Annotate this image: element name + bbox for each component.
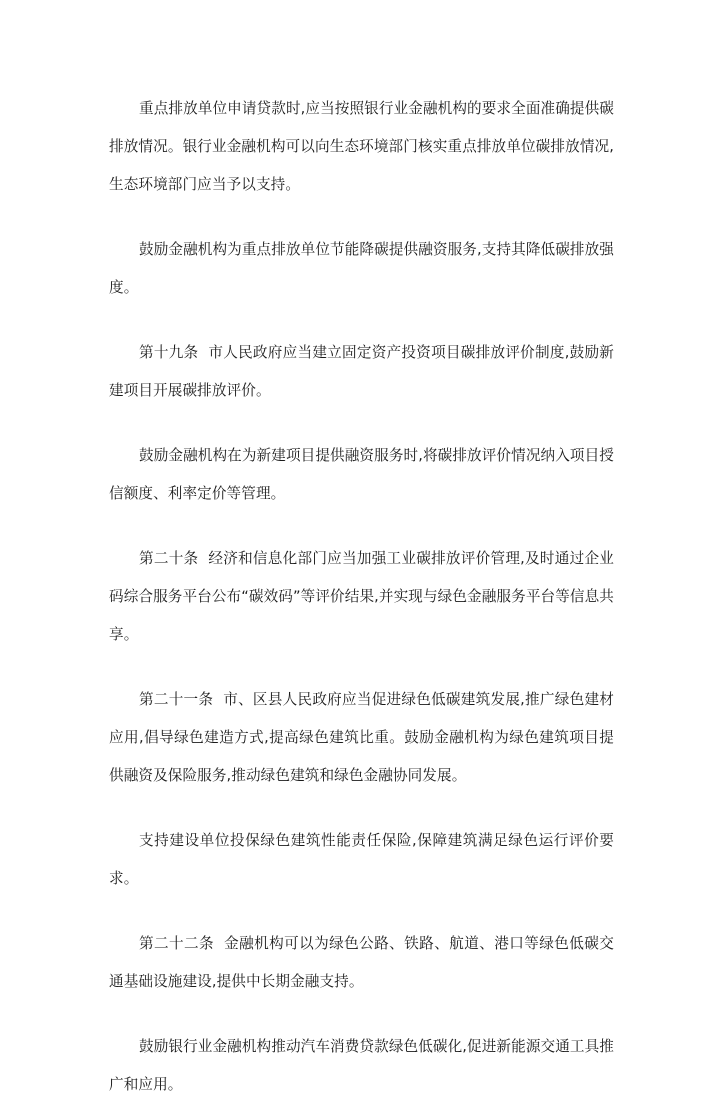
- paragraph-text: 市、区县人民政府应当促进绿色低碳建筑发展,推广绿色建材应用,倡导绿色建造方式,提高绿色建筑比重。鼓励金融机构为绿色建筑项目提供融资及保险服务,推动绿色建筑和绿色金融协同发展。: [109, 691, 614, 784]
- paragraph-text: 重点排放单位申请贷款时,应当按照银行业金融机构的要求全面准确提供碳排放情况。银行业金融机构可以向生态环境部门核实重点排放单位碳排放情况,生态环境部门应当予以支持。: [109, 100, 614, 193]
- paragraph: [109, 90, 614, 204]
- paragraph: [109, 681, 614, 795]
- article-number: 第二十二条: [139, 935, 215, 952]
- article-number: 第二十一条: [139, 691, 214, 708]
- paragraph-text: 支持建设单位投保绿色建筑性能责任保险,保障建筑满足绿色运行评价要求。: [109, 832, 614, 887]
- paragraph-text: 鼓励银行业金融机构推动汽车消费贷款绿色低碳化,促进新能源交通工具推广和应用。: [109, 1038, 614, 1093]
- paragraph: [109, 437, 614, 513]
- paragraph: [109, 231, 614, 307]
- paragraph-text: 鼓励金融机构为重点排放单位节能降碳提供融资服务,支持其降低碳排放强度。: [109, 241, 614, 296]
- article-number: 第十九条: [139, 344, 199, 361]
- paragraph: [109, 1028, 614, 1104]
- article-number: 第二十条: [139, 550, 199, 567]
- paragraph: [109, 334, 614, 410]
- paragraph-text: 经济和信息化部门应当加强工业碳排放评价管理,及时通过企业码综合服务平台公布“碳效码”等评价结果,并实现与绿色金融服务平台等信息共享。: [109, 550, 614, 643]
- paragraph-text: 金融机构可以为绿色公路、铁路、航道、港口等绿色低碳交通基础设施建设,提供中长期金融支持。: [109, 935, 614, 990]
- paragraph: [109, 822, 614, 898]
- paragraph: [109, 925, 614, 1001]
- paragraph-text: 鼓励金融机构在为新建项目提供融资服务时,将碳排放评价情况纳入项目授信额度、利率定价等管理。: [109, 447, 614, 502]
- document-body: [109, 90, 614, 1104]
- paragraph-text: 市人民政府应当建立固定资产投资项目碳排放评价制度,鼓励新建项目开展碳排放评价。: [109, 344, 614, 399]
- paragraph: [109, 540, 614, 654]
